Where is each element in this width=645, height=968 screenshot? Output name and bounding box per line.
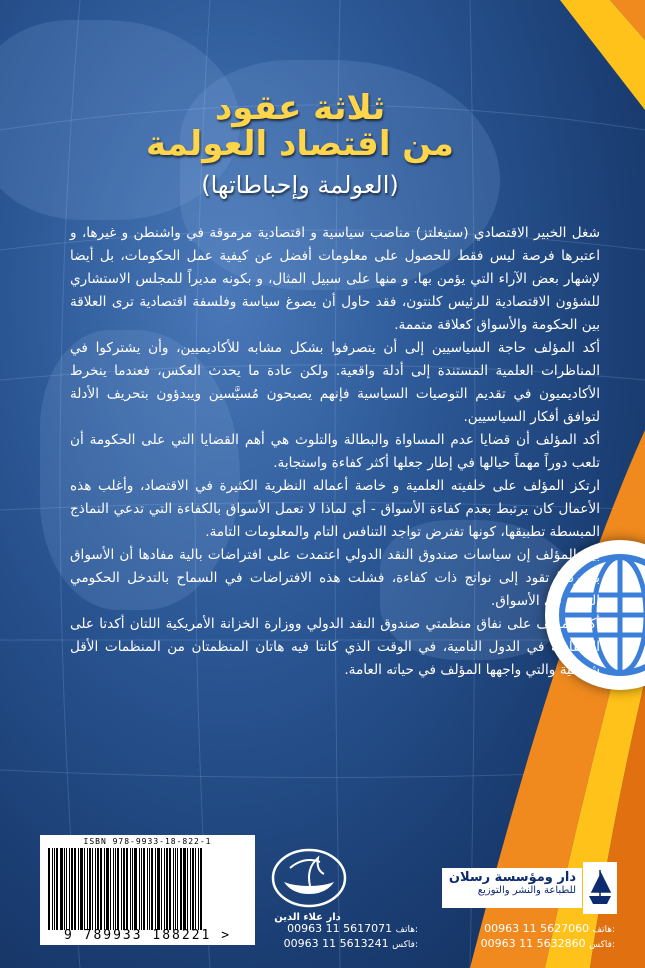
barcode-bar [187,848,188,930]
blurb-paragraph: بين المؤلف إن سياسات صندوق النقد الدولي اعتمدت على افتراضات بالية مفادها أن الأسواق بمفردها تقود إلى نواتج ذات كفاءة، فشلت هذه الافتراضات في السماح بالتدخل الحكومي المفيد في الأسواق. [70,547,600,609]
publisher-raslan-tagline: للطباعة والنشر والتوزيع [477,885,576,896]
barcode-bar [157,848,160,930]
barcode-bar [173,848,174,930]
barcode-bar [113,848,114,930]
blurb-paragraph: أكد المؤلف أن قضايا عدم المساواة والبطالة والتلوث هي أهم القضايا التي على الحكومة أن تلعب دوراً مهماً حيالها في إطار جعلها أكثر كفاءة واستجابة. [70,432,600,471]
barcode-bar [155,848,156,930]
fax-number: 00963 11 5632860 [480,937,586,950]
publisher-raslan-name: دار ومؤسسة رسلان [448,870,576,885]
barcode-bar [84,848,85,930]
barcode-bar [126,848,128,930]
barcode-bar [161,848,162,930]
barcode-bar [74,848,76,930]
barcode-bar [166,848,168,930]
barcode-bar [97,848,99,930]
fax-number: 00963 11 5613241 [283,937,389,950]
barcode-bars [48,848,247,930]
barcode-bar [134,848,137,930]
blurb-paragraph: ارتكز المؤلف على خلفيته العلمية و خاصة أعماله النظرية الكثيرة في الاقتصاد، وأغلب هذه الأعمال كان يرتبط بعدم كفاءة الأسواق - أي لماذا لا تعمل الأسواق بالكفاءة التي تدعي النماذج المبسطة تطبيقها، كونها تفترض تواجد التنافس التام والمعلومات التامة. [70,478,600,540]
barcode-bar [198,848,199,930]
phone-label: هاتف: [592,925,615,935]
barcode-bar [80,848,83,930]
barcode-bar [192,848,194,930]
barcode-bar [100,848,102,930]
phone-label: هاتف: [395,925,418,935]
isbn-digits: 9 789933 188221 > [63,928,232,943]
title-line-2: من اقتصاد العولمة [146,124,454,164]
ship-logo-icon [583,862,617,914]
barcode-bar [48,848,50,930]
barcode-bar [54,848,55,930]
barcode-bar [164,848,165,930]
barcode-bar [141,848,142,930]
barcode-bar [139,848,140,930]
barcode-bar [89,848,91,930]
isbn-barcode [40,835,255,945]
barcode-bar [147,848,148,930]
publisher-aladdin-name: دار علاء الدين [274,912,341,923]
barcode-bar [52,848,53,930]
blurb-text [70,222,600,682]
barcode-bar [78,848,79,930]
blurb-paragraph: أكد المؤلف حاجة السياسيين إلى أن يتصرفوا بشكل مشابه للأكاديميين، وأن يشتركوا في المناظرات العلمية المستندة إلى أدلة واقعية. ولكن عادة ما يحدث العكس، فعندما ينخرط الأكاديميون في تقديم التوصيات السياسية فإنهم يصبحون مُسيَّسين ويبدؤون بتحريف الأدلة لتوافق أفكار السياسيين. [70,340,600,425]
barcode-bar [132,848,133,930]
barcode-bar [200,848,202,930]
title-line-1: ثلاثة عقود [214,88,386,128]
barcode-bar [180,848,182,930]
barcode-bar [190,848,191,930]
barcode-bar [115,848,116,930]
blurb-paragraph: شغل الخبير الاقتصادي (ستيغلتز) مناصب سياسية و اقتصادية مرموقة في واشنطن و غيرها، و اعتبرها فرصة ليس فقط للحصول على معلومات أفضل عن كيفية عمل الحكومات، بل أيضا لإشهار بعض الآراء التي يؤمن بها. و منها على سبيل المثال، و بكونه مديراً للمجلس الاستشاري للشؤون الاقتصادية للرئيس كلنتون، فقد حاول أن يصوغ سياسة وفلسفة اقتصادية ترى العلاقة بين الحكومة والأسواق كعلاقة متممة. [70,225,600,333]
barcode-bar [106,848,109,930]
barcode-bar [151,848,153,930]
fax-label: فاكس: [392,940,418,950]
barcode-bar [64,848,65,930]
publisher-aladdin-contacts [258,922,418,952]
barcode-bar [130,848,131,930]
barcode-bar [95,848,96,930]
barcode-bar [104,848,105,930]
barcode-bar [69,848,70,930]
barcode-bar [87,848,88,930]
barcode-bar [56,848,58,930]
blurb-paragraph: أكد المؤلف على نفاق منظمتي صندوق النقد الدولي ووزارة الخزانة الأمريكية اللتان أكدتا على الشفافية في الدول النامية، في الوقت الذي كانتا فيه هاتان المنظمتان من المنظمات الأقل شفافية والتي واجهها المؤلف في حياته العامة. [70,616,600,678]
aladdin-lamp-logo [270,838,348,914]
phone-number: 00963 11 5617071 [287,922,393,935]
barcode-bar [195,848,196,930]
subtitle: (العولمة وإحباطاتها) [201,171,399,199]
barcode-bar [123,848,125,930]
barcode-bar [92,848,93,930]
barcode-bar [149,848,150,930]
barcode-bar [121,848,122,930]
publisher-raslan-box [442,868,582,908]
barcode-bar [117,848,119,930]
barcode-bar [175,848,176,930]
phone-number: 00963 11 5627060 [484,922,590,935]
barcode-bar [177,848,178,930]
barcode-bar [110,848,111,930]
barcode-bar [71,848,73,930]
barcode-bar [66,848,67,930]
publisher-raslan-contacts [445,922,615,952]
barcode-bar [169,848,171,930]
isbn-text: ISBN 978-9933-18-822-1 [83,837,212,846]
barcode-bar [60,848,63,930]
barcode-bar [183,848,186,930]
fax-label: فاكس: [589,940,615,950]
barcode-bar [143,848,145,930]
